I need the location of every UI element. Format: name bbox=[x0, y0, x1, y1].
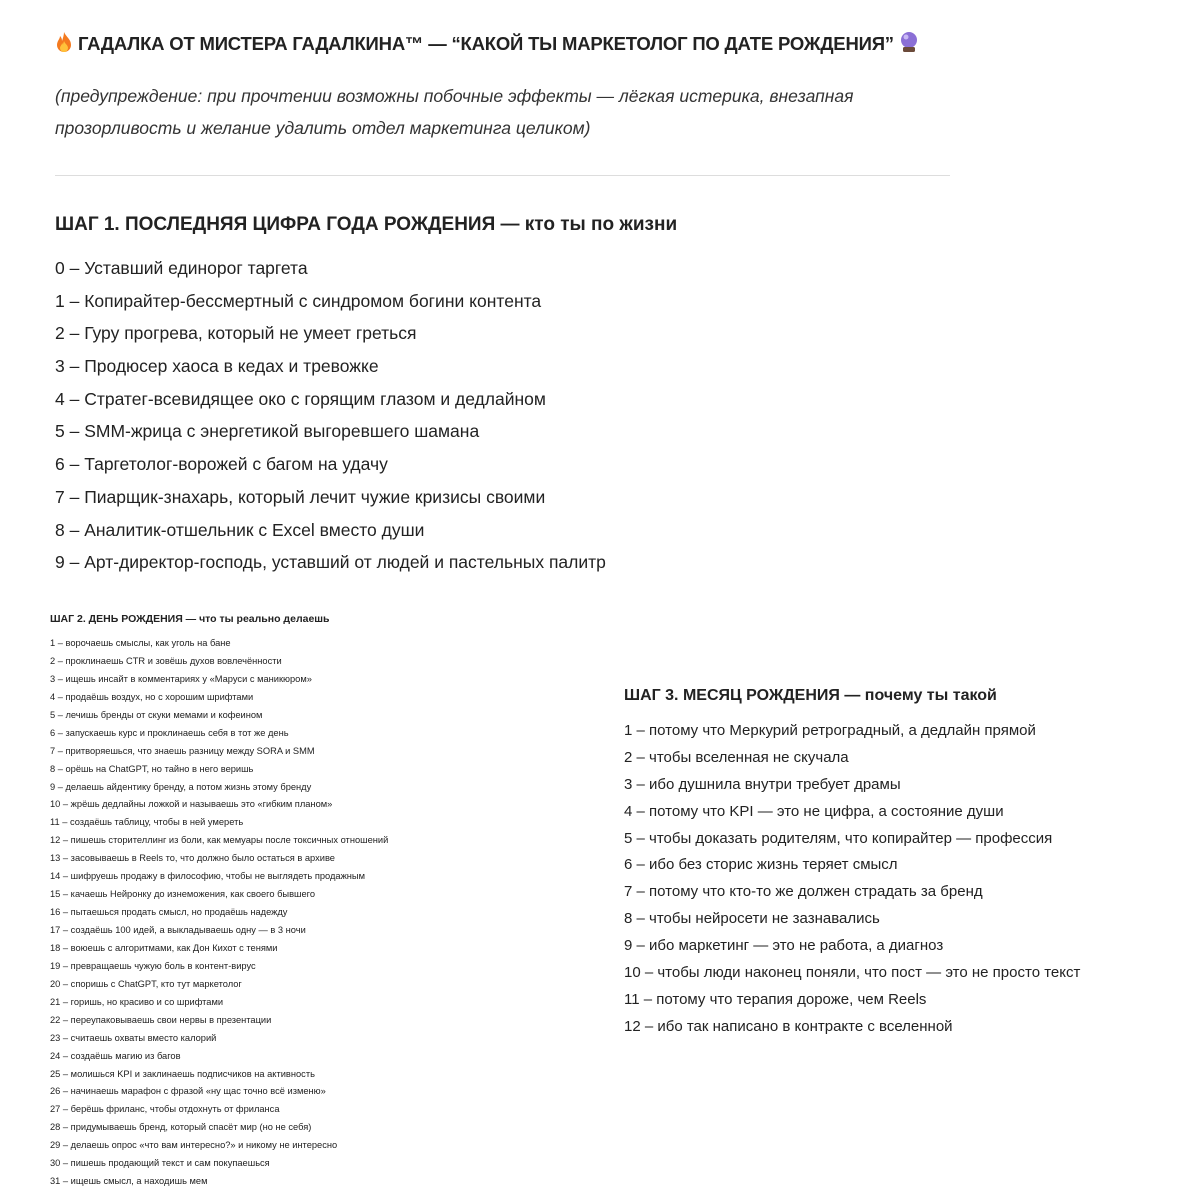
list-item: 8 – Аналитик-отшельник с Excel вместо души bbox=[55, 519, 425, 540]
list-item: 27 – берёшь фриланс, чтобы отдохнуть от фриланса bbox=[50, 1104, 280, 1115]
list-item: 4 – продаёшь воздух, но с хорошим шрифтами bbox=[50, 691, 254, 702]
list-item: 11 – создаёшь таблицу, чтобы в ней умереть bbox=[50, 817, 244, 828]
list-item: 16 – пытаешься продать смысл, но продаёшь надежду bbox=[50, 907, 288, 918]
list-item: 3 – ибо душнила внутри требует драмы bbox=[624, 775, 901, 793]
list-item: 15 – качаешь Нейронку до изнеможения, как своего бывшего bbox=[50, 889, 316, 900]
list-item: 8 – чтобы нейросети не зазнавались bbox=[624, 910, 880, 928]
list-item: 7 – Пиарщик-знахарь, который лечит чужие кризисы своими bbox=[55, 486, 546, 507]
list-item: 1 – ворочаешь смыслы, как уголь на бане bbox=[50, 638, 231, 648]
list-item: 3 – ищешь инсайт в комментариях у «Маруси с маникюром» bbox=[50, 673, 312, 684]
list-item: 21 – горишь, но красиво и со шрифтами bbox=[50, 996, 224, 1007]
list-item: 25 – молишься KPI и заклинаешь подписчиков на активность bbox=[50, 1068, 315, 1079]
list-item: 23 – считаешь охваты вместо калорий bbox=[50, 1032, 217, 1043]
list-item: 6 – запускаешь курс и проклинаешь себя в тот же день bbox=[50, 727, 289, 738]
list-item: 12 – пишешь сторителлинг из боли, как мемуары после токсичных отношений bbox=[50, 835, 389, 846]
list-item: 1 – Копирайтер-бессмертный с синдромом богини контента bbox=[55, 290, 542, 311]
list-item: 5 – чтобы доказать родителям, что копирайтер — профессия bbox=[624, 829, 1053, 847]
list-item: 29 – делаешь опрос «что вам интересно?» и никому не интересно bbox=[50, 1140, 338, 1151]
title-text: ГАДАЛКА ОТ МИСТЕРА ГАДАЛКИНА™ — “КАКОЙ ТЫ МАРКЕТОЛОГ ПО ДАТЕ РОЖДЕНИЯ” bbox=[77, 33, 894, 54]
list-item: 10 – жрёшь дедлайны ложкой и называешь это «гибким планом» bbox=[50, 799, 333, 810]
list-item: 11 – потому что терапия дороже, чем Reels bbox=[624, 990, 927, 1008]
warning-text: (предупреждение: при прочтении возможны побочные эффекты — лёгкая истерика, внезапная прозорливость и желание удалить отдел маркетинга целиком) bbox=[55, 86, 854, 138]
divider bbox=[55, 175, 950, 176]
list-item: 1 – потому что Меркурий ретроградный, а дедлайн прямой bbox=[624, 722, 1036, 739]
list-item: 7 – потому что кто-то же должен страдать за бренд bbox=[624, 883, 983, 901]
step1-list bbox=[55, 256, 606, 583]
list-item: 4 – Стратег-всевидящее око с горящим глазом и дедлайном bbox=[55, 388, 546, 409]
list-item: 14 – шифруешь продажу в философию, чтобы не выглядеть продажным bbox=[50, 871, 366, 882]
list-item: 2 – проклинаешь CTR и зовёшь духов вовлечённости bbox=[50, 655, 282, 666]
list-item: 2 – Гуру прогрева, который не умеет греться bbox=[55, 323, 417, 344]
fire-icon bbox=[55, 31, 73, 53]
step3-heading: ШАГ 3. МЕСЯЦ РОЖДЕНИЯ — почему ты такой bbox=[624, 687, 997, 704]
list-item: 4 – потому что KPI — это не цифра, а состояние души bbox=[624, 802, 1004, 820]
list-item: 13 – засовываешь в Reels то, что должно было остаться в архиве bbox=[50, 853, 335, 864]
step2-list bbox=[50, 637, 388, 1193]
step3-list bbox=[624, 721, 1080, 1044]
list-item: 8 – орёшь на ChatGPT, но тайно в него веришь bbox=[50, 763, 254, 774]
list-item: 9 – делаешь айдентику бренду, а потом жизнь этому бренду bbox=[50, 781, 312, 792]
list-item: 28 – придумываешь бренд, который спасёт мир (но не себя) bbox=[50, 1122, 312, 1133]
list-item: 6 – Таргетолог-ворожей с багом на удачу bbox=[55, 454, 388, 475]
list-item: 0 – Уставший единорог таргета bbox=[55, 258, 308, 278]
list-item: 9 – ибо маркетинг — это не работа, а диагноз bbox=[624, 937, 944, 955]
list-item: 9 – Арт-директор-господь, уставший от людей и пастельных палитр bbox=[55, 552, 606, 573]
list-item: 6 – ибо без сторис жизнь теряет смысл bbox=[624, 856, 898, 874]
crystal-ball-icon bbox=[899, 31, 919, 53]
list-item: 20 – споришь с ChatGPT, кто тут маркетолог bbox=[50, 978, 242, 989]
list-item: 5 – SMM-жрица с энергетикой выгоревшего шамана bbox=[55, 421, 480, 442]
list-item: 26 – начинаешь марафон с фразой «ну щас точно всё изменю» bbox=[50, 1086, 326, 1097]
list-item: 3 – Продюсер хаоса в кедах и тревожке bbox=[55, 356, 379, 377]
list-item: 30 – пишешь продающий текст и сам покупаешься bbox=[50, 1158, 270, 1169]
page-title bbox=[55, 31, 919, 55]
list-item: 31 – ищешь смысл, а находишь мем bbox=[50, 1176, 208, 1187]
list-item: 22 – переупаковываешь свои нервы в презентации bbox=[50, 1014, 272, 1025]
step2-heading: ШАГ 2. ДЕНЬ РОЖДЕНИЯ — что ты реально делаешь bbox=[50, 613, 330, 625]
list-item: 12 – ибо так написано в контракте с вселенной bbox=[624, 1017, 953, 1035]
step1-heading: ШАГ 1. ПОСЛЕДНЯЯ ЦИФРА ГОДА РОЖДЕНИЯ — кто ты по жизни bbox=[55, 214, 678, 235]
list-item: 10 – чтобы люди наконец поняли, что пост — это не просто текст bbox=[624, 964, 1081, 982]
list-item: 18 – воюешь с алгоритмами, как Дон Кихот с тенями bbox=[50, 942, 278, 953]
list-item: 7 – притворяешься, что знаешь разницу между SORA и SMM bbox=[50, 745, 315, 756]
list-item: 19 – превращаешь чужую боль в контент-вирус bbox=[50, 960, 256, 971]
list-item: 2 – чтобы вселенная не скучала bbox=[624, 748, 849, 766]
list-item: 5 – лечишь бренды от скуки мемами и кофеином bbox=[50, 709, 263, 720]
list-item: 24 – создаёшь магию из багов bbox=[50, 1050, 181, 1061]
list-item: 17 – создаёшь 100 идей, а выкладываешь одну — в 3 ночи bbox=[50, 925, 306, 935]
